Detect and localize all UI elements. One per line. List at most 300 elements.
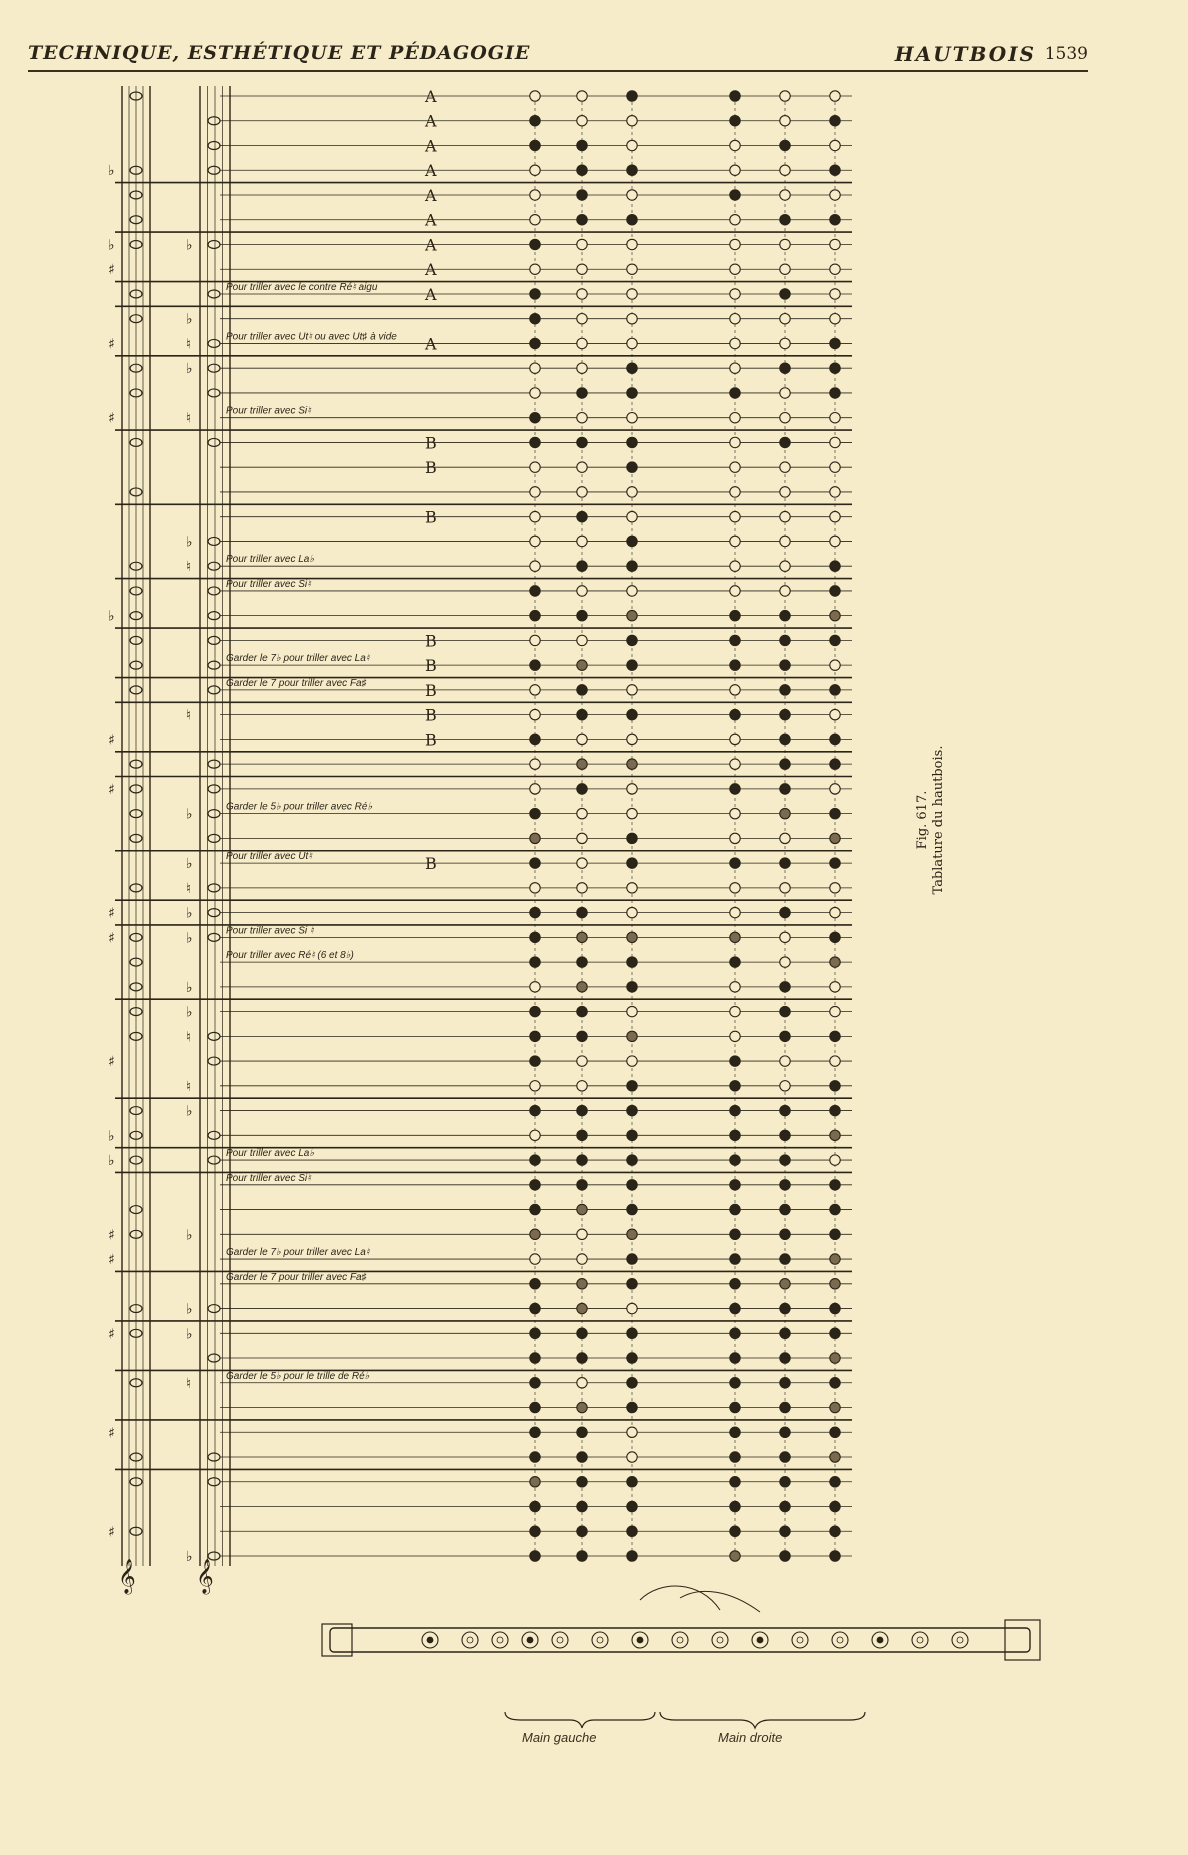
fingering-hole: [627, 1006, 637, 1016]
fingering-hole: [627, 264, 637, 274]
fingering-hole: [627, 1229, 637, 1239]
fingering-hole: [530, 561, 540, 571]
fingering-hole: [627, 1328, 637, 1338]
fingering-hole: [780, 1056, 790, 1066]
fingering-hole: [577, 388, 587, 398]
accidental-sign: ♯: [108, 781, 115, 798]
fingering-hole: [577, 660, 587, 670]
accidental-sign: ♯: [108, 930, 115, 947]
fingering-hole: [780, 982, 790, 992]
fingering-hole: [780, 1155, 790, 1165]
note-head: [208, 686, 220, 694]
note-head: [208, 636, 220, 644]
fingering-hole: [627, 1204, 637, 1214]
fingering-hole: [730, 165, 740, 175]
figure-number: Fig. 617.: [915, 790, 930, 850]
fingering-hole: [627, 734, 637, 744]
fingering-hole: [830, 1353, 840, 1363]
accidental-sign: ♮: [186, 410, 192, 427]
fingering-hole: [730, 1254, 740, 1264]
accidental-sign: ♭: [186, 856, 193, 873]
fingering-hole: [577, 759, 587, 769]
fingering-hole: [577, 1526, 587, 1536]
fingering-hole: [577, 1130, 587, 1140]
fingering-hole: [780, 1526, 790, 1536]
oboe-key: [672, 1632, 688, 1648]
fingering-hole: [577, 412, 587, 422]
fingering-hole: [530, 511, 540, 521]
note-head: [208, 537, 220, 545]
fingering-hole: [577, 1155, 587, 1165]
fingering-hole: [780, 91, 790, 101]
fingering-hole: [530, 1303, 540, 1313]
fingering-hole: [577, 1254, 587, 1264]
fingering-hole: [577, 1402, 587, 1412]
fingering-hole: [577, 1378, 587, 1388]
fingering-hole: [730, 709, 740, 719]
fingering-hole: [730, 412, 740, 422]
accidental-sign: ♭: [108, 1153, 115, 1170]
fingering-hole: [530, 437, 540, 447]
fingering-hole: [530, 388, 540, 398]
fingering-hole: [730, 437, 740, 447]
fingering-hole: [830, 932, 840, 942]
fingering-hole: [830, 635, 840, 645]
fingering-hole: [627, 239, 637, 249]
note-head: [208, 1032, 220, 1040]
key-letter: A: [425, 185, 437, 205]
fingering-hole: [730, 858, 740, 868]
trill-annotation: Pour triller avec Ré♮ (6 et 8♭): [226, 950, 354, 962]
fingering-hole: [627, 635, 637, 645]
fingering-hole: [627, 116, 637, 126]
fingering-hole: [830, 1427, 840, 1437]
note-head: [208, 785, 220, 793]
fingering-hole: [530, 1501, 540, 1511]
fingering-hole: [627, 462, 637, 472]
note-head: [208, 1478, 220, 1486]
accidental-sign: ♭: [108, 163, 115, 180]
oboe-bell: [1005, 1620, 1040, 1660]
trill-annotation: Garder le 7♭ pour triller avec La♮: [226, 653, 370, 665]
fingering-hole: [830, 1402, 840, 1412]
accidental-sign: ♯: [108, 905, 115, 922]
oboe-key-center: [467, 1637, 473, 1643]
key-letter: A: [425, 260, 437, 280]
fingering-hole: [627, 437, 637, 447]
fingering-hole: [830, 586, 840, 596]
note-head: [208, 339, 220, 347]
fingering-hole: [730, 1526, 740, 1536]
fingering-hole: [627, 140, 637, 150]
fingering-hole: [577, 907, 587, 917]
fingering-hole: [627, 957, 637, 967]
fingering-hole: [730, 1105, 740, 1115]
fingering-hole: [730, 239, 740, 249]
fingering-hole: [627, 1130, 637, 1140]
fingering-hole: [730, 289, 740, 299]
fingering-hole: [530, 462, 540, 472]
accidental-sign: ♮: [186, 1029, 192, 1046]
fingering-hole: [780, 1427, 790, 1437]
fingering-hole: [577, 1180, 587, 1190]
fingering-hole: [577, 1056, 587, 1066]
fingering-hole: [780, 140, 790, 150]
fingering-hole: [530, 1031, 540, 1041]
fingering-hole: [627, 487, 637, 497]
fingering-hole: [627, 338, 637, 348]
fingering-hole: [730, 91, 740, 101]
fingering-hole: [780, 165, 790, 175]
fingering-hole: [577, 437, 587, 447]
fingering-hole: [780, 338, 790, 348]
fingering-hole: [627, 1081, 637, 1091]
fingering-hole: [627, 586, 637, 596]
oboe-key: [552, 1632, 568, 1648]
fingering-hole: [627, 1180, 637, 1190]
fingering-hole: [830, 1551, 840, 1561]
trill-annotation: Pour triller avec Si♮: [226, 405, 311, 417]
fingering-hole: [627, 1303, 637, 1313]
fingering-hole: [780, 1402, 790, 1412]
fingering-hole: [627, 314, 637, 324]
fingering-hole: [730, 1501, 740, 1511]
fingering-hole: [627, 561, 637, 571]
note-head: [208, 760, 220, 768]
oboe-key-center: [877, 1637, 883, 1643]
fingering-hole: [730, 833, 740, 843]
fingering-hole: [530, 1402, 540, 1412]
fingering-hole: [730, 561, 740, 571]
oboe-key-center: [757, 1637, 763, 1643]
note-head: [208, 612, 220, 620]
fingering-hole: [530, 1254, 540, 1264]
fingering-hole: [780, 784, 790, 794]
fingering-hole: [577, 1452, 587, 1462]
fingering-hole: [830, 412, 840, 422]
fingering-hole: [627, 1056, 637, 1066]
fingering-hole: [730, 314, 740, 324]
fingering-hole: [780, 239, 790, 249]
accidental-sign: ♭: [108, 237, 115, 254]
fingering-hole: [627, 982, 637, 992]
fingering-hole: [577, 734, 587, 744]
key-letter: B: [425, 433, 437, 453]
accidental-sign: ♯: [108, 732, 115, 749]
trill-annotation: Pour triller avec Si ♮: [226, 925, 314, 937]
fingering-hole: [730, 883, 740, 893]
fingering-hole: [627, 660, 637, 670]
fingering-hole: [530, 1328, 540, 1338]
fingering-hole: [730, 685, 740, 695]
fingering-hole: [577, 1229, 587, 1239]
fingering-hole: [780, 685, 790, 695]
fingering-hole: [780, 289, 790, 299]
fingering-hole: [730, 338, 740, 348]
fingering-hole: [577, 957, 587, 967]
fingering-hole: [530, 239, 540, 249]
accidental-sign: ♯: [108, 336, 115, 353]
fingering-hole: [530, 957, 540, 967]
fingering-hole: [730, 190, 740, 200]
note-head: [208, 290, 220, 298]
fingering-hole: [577, 1105, 587, 1115]
fingering-hole: [830, 264, 840, 274]
key-letter: B: [425, 854, 437, 874]
fingering-hole: [730, 932, 740, 942]
fingering-hole: [780, 883, 790, 893]
fingering-hole: [530, 1279, 540, 1289]
fingering-hole: [780, 1006, 790, 1016]
fingering-hole: [830, 1303, 840, 1313]
fingering-hole: [530, 412, 540, 422]
accidental-sign: ♮: [186, 707, 192, 724]
fingering-hole: [730, 388, 740, 398]
fingering-hole: [577, 808, 587, 818]
fingering-hole: [780, 1477, 790, 1487]
fingering-hole: [730, 363, 740, 373]
fingering-hole: [577, 363, 587, 373]
oboe-key-center: [497, 1637, 503, 1643]
fingering-hole: [627, 289, 637, 299]
fingering-hole: [830, 759, 840, 769]
fingering-hole: [830, 561, 840, 571]
fingering-hole: [780, 190, 790, 200]
fingering-hole: [577, 239, 587, 249]
fingering-hole: [530, 165, 540, 175]
trill-annotation: Pour triller avec La♭: [226, 1148, 315, 1160]
fingering-hole: [530, 487, 540, 497]
fingering-hole: [530, 1204, 540, 1214]
note-head: [208, 661, 220, 669]
fingering-hole: [730, 487, 740, 497]
trill-annotation: Pour triller avec Si♮: [226, 1172, 311, 1184]
figure-title: Tablature du hautbois.: [931, 745, 946, 895]
fingering-hole: [830, 734, 840, 744]
fingering-hole: [830, 140, 840, 150]
trill-annotation: Pour triller avec Ut♮ ou avec Ut♯ à vide: [226, 331, 397, 343]
fingering-hole: [627, 1254, 637, 1264]
fingering-hole: [830, 511, 840, 521]
note-head: [208, 909, 220, 917]
oboe-key: [952, 1632, 968, 1648]
figure-caption: [905, 745, 1025, 900]
fingering-hole: [730, 1452, 740, 1462]
key-letter: B: [425, 656, 437, 676]
fingering-hole: [530, 314, 540, 324]
fingering-hole: [530, 536, 540, 546]
fingering-hole: [577, 116, 587, 126]
fingering-hole: [830, 1477, 840, 1487]
fingering-hole: [530, 660, 540, 670]
fingering-hole: [830, 338, 840, 348]
fingering-hole: [530, 1378, 540, 1388]
fingering-hole: [530, 883, 540, 893]
fingering-hole: [627, 215, 637, 225]
fingering-hole: [530, 759, 540, 769]
fingering-hole: [577, 635, 587, 645]
fingering-hole: [627, 1452, 637, 1462]
fingering-hole: [730, 784, 740, 794]
fingering-hole: [530, 858, 540, 868]
oboe-key: [832, 1632, 848, 1648]
accidental-sign: ♯: [108, 1252, 115, 1269]
fingering-hole: [730, 215, 740, 225]
fingering-hole: [627, 412, 637, 422]
fingering-hole: [730, 1031, 740, 1041]
fingering-hole: [577, 1204, 587, 1214]
fingering-hole: [780, 1229, 790, 1239]
fingering-hole: [530, 1130, 540, 1140]
accidental-sign: ♯: [108, 1524, 115, 1541]
note-head: [208, 834, 220, 842]
fingering-hole: [830, 388, 840, 398]
fingering-hole: [830, 289, 840, 299]
fingering-hole: [730, 536, 740, 546]
fingering-hole: [627, 1031, 637, 1041]
section-title: HAUTBOIS: [894, 42, 1036, 66]
fingering-hole: [730, 1353, 740, 1363]
fingering-hole: [627, 1155, 637, 1165]
fingering-hole: [730, 1477, 740, 1487]
accidental-sign: ♭: [186, 1004, 193, 1021]
trill-annotation: Pour triller avec La♭: [226, 554, 315, 566]
accidental-sign: ♭: [186, 534, 193, 551]
oboe-key: [912, 1632, 928, 1648]
fingering-hole: [577, 215, 587, 225]
fingering-hole: [730, 1180, 740, 1190]
fingering-hole: [730, 1378, 740, 1388]
fingering-hole: [530, 1477, 540, 1487]
fingering-hole: [830, 1452, 840, 1462]
fingering-hole: [730, 1402, 740, 1412]
fingering-hole: [780, 808, 790, 818]
accidental-sign: ♭: [186, 1227, 193, 1244]
fingering-hole: [577, 1353, 587, 1363]
oboe-key: [462, 1632, 478, 1648]
fingering-hole: [530, 982, 540, 992]
oboe-key-center: [797, 1637, 803, 1643]
fingering-hole: [830, 1031, 840, 1041]
fingering-hole: [830, 314, 840, 324]
fingering-hole: [530, 833, 540, 843]
fingering-hole: [830, 610, 840, 620]
fingering-hole: [577, 586, 587, 596]
fingering-hole: [730, 116, 740, 126]
fingering-hole: [730, 660, 740, 670]
fingering-hole: [530, 91, 540, 101]
fingering-hole: [530, 1056, 540, 1066]
fingering-hole: [830, 1006, 840, 1016]
fingering-hole: [830, 883, 840, 893]
fingering-hole: [730, 1130, 740, 1140]
fingering-hole: [780, 116, 790, 126]
fingering-hole: [730, 1303, 740, 1313]
accidental-sign: ♭: [186, 905, 193, 922]
accidental-sign: ♯: [108, 262, 115, 279]
fingering-hole: [830, 685, 840, 695]
fingering-hole: [730, 586, 740, 596]
note-head: [208, 438, 220, 446]
fingering-hole: [780, 858, 790, 868]
note-head: [208, 166, 220, 174]
fingering-hole: [730, 957, 740, 967]
trill-annotation: Garder le 5♭ pour le trille de Ré♭: [226, 1370, 370, 1382]
trill-annotation: Garder le 7♭ pour triller avec La♮: [226, 1247, 370, 1259]
oboe-key-center: [917, 1637, 923, 1643]
fingering-hole: [780, 1105, 790, 1115]
key-letter: A: [425, 136, 437, 156]
fingering-hole: [830, 907, 840, 917]
fingering-hole: [627, 536, 637, 546]
fingering-hole: [830, 1081, 840, 1091]
fingering-hole: [627, 165, 637, 175]
fingering-hole: [627, 1477, 637, 1487]
fingering-hole: [830, 437, 840, 447]
fingering-hole: [730, 1081, 740, 1091]
fingering-hole: [830, 536, 840, 546]
fingering-hole: [730, 1229, 740, 1239]
note-head: [208, 587, 220, 595]
fingering-hole: [627, 1526, 637, 1536]
fingering-hole: [730, 1155, 740, 1165]
fingering-hole: [780, 957, 790, 967]
note-head: [208, 389, 220, 397]
trill-annotation: Pour triller avec Si♮: [226, 578, 311, 590]
fingering-hole: [730, 982, 740, 992]
fingering-hole: [530, 140, 540, 150]
fingering-hole: [830, 784, 840, 794]
fingering-hole: [530, 116, 540, 126]
fingering-hole: [530, 1006, 540, 1016]
key-letter: B: [425, 458, 437, 478]
fingering-hole: [830, 1378, 840, 1388]
trill-annotation: Garder le 5♭ pour triller avec Ré♭: [226, 801, 373, 813]
oboe-key-lever: [640, 1586, 720, 1610]
fingering-hole: [577, 190, 587, 200]
fingering-hole: [577, 610, 587, 620]
fingering-hole: [530, 1353, 540, 1363]
oboe-key-center: [637, 1637, 643, 1643]
fingering-hole: [627, 1105, 637, 1115]
fingering-hole: [780, 907, 790, 917]
note-head: [208, 1354, 220, 1362]
fingering-hole: [730, 1056, 740, 1066]
fingering-hole: [627, 1378, 637, 1388]
fingering-hole: [530, 784, 540, 794]
fingering-hole: [730, 610, 740, 620]
fingering-hole: [780, 1180, 790, 1190]
fingering-hole: [730, 635, 740, 645]
fingering-hole: [830, 660, 840, 670]
fingering-hole: [780, 610, 790, 620]
fingering-hole: [830, 215, 840, 225]
fingering-hole: [530, 1526, 540, 1536]
fingering-hole: [830, 1254, 840, 1264]
fingering-hole: [530, 215, 540, 225]
fingering-hole: [780, 660, 790, 670]
fingering-hole: [830, 808, 840, 818]
fingering-hole: [530, 685, 540, 695]
oboe-key: [792, 1632, 808, 1648]
fingering-hole: [577, 1501, 587, 1511]
fingering-hole: [830, 487, 840, 497]
fingering-hole: [577, 1477, 587, 1487]
fingering-hole: [627, 511, 637, 521]
fingering-hole: [730, 1328, 740, 1338]
page-number: 1539: [1044, 44, 1088, 64]
fingering-hole: [830, 858, 840, 868]
